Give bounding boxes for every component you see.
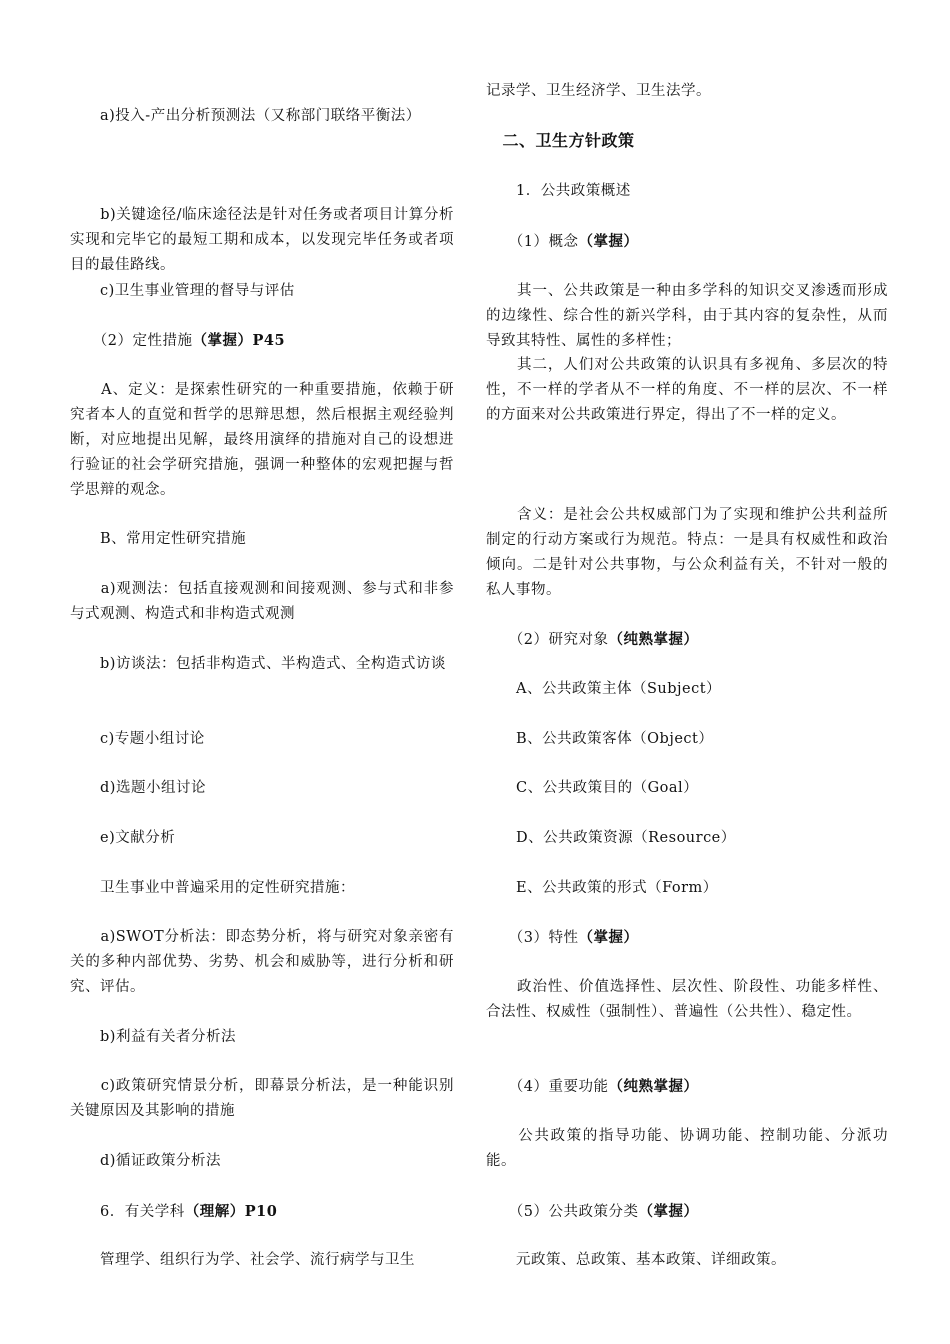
- paragraph-policy-resource: D、公共政策资源（Resource）: [486, 830, 736, 846]
- paragraph-concept-title: [486, 229, 888, 255]
- paragraph-characteristics-title: [486, 925, 888, 951]
- classification-label: （5）公共政策分类: [486, 1204, 639, 1220]
- related-disciplines-emphasis: （理解）P10: [184, 1203, 278, 1220]
- qualitative-methods-emphasis: （掌握）P45: [192, 332, 286, 349]
- paragraph-scenario-analysis: c)政策研究情景分析，即幕景分析法，是一种能识别关键原因及其影响的措施: [70, 1078, 454, 1119]
- paragraph-functions-list: 公共政策的指导功能、协调功能、控制功能、分派功能。: [486, 1128, 888, 1169]
- paragraph-topic-group: d)选题小组讨论: [70, 780, 206, 796]
- paragraph-policy-form: E、公共政策的形式（Form）: [486, 880, 718, 896]
- paragraph-input-output-method: a)投入-产出分析预测法（又称部门联络平衡法）: [70, 108, 421, 124]
- paragraph-meaning: 含义：是社会公共权威部门为了实现和维护公共利益所制定的行动方案或行为规范。特点：一是具有权威性和政治倾向。二是针对公共事物，与公众利益有关，不针对一般的私人事物。: [486, 507, 888, 598]
- paragraph-interview-method: b)访谈法：包括非构造式、半构造式、全构造式访谈: [70, 656, 446, 672]
- paragraph-stakeholder-analysis: b)利益有关者分析法: [70, 1029, 236, 1045]
- paragraph-related-disciplines-title: [70, 1199, 454, 1225]
- paragraph-policy-goal: C、公共政策目的（Goal）: [486, 780, 699, 796]
- paragraph-common-qualitative-methods: B、常用定性研究措施: [70, 531, 247, 547]
- paragraph-evidence-based-policy: d)循证政策分析法: [70, 1153, 221, 1169]
- paragraph-swot: a)SWOT分析法：即态势分析，将与研究对象亲密有关的多种内部优势、劣势、机会和威胁等，进行分析和研究、评估。: [70, 929, 454, 995]
- paragraph-policy-object: B、公共政策客体（Object）: [486, 731, 714, 747]
- paragraph-functions-title: [486, 1074, 888, 1100]
- research-object-emphasis: （纯熟掌握）: [608, 631, 699, 648]
- paragraph-second-point: 其二，人们对公共政策的认识具有多视角、多层次的特性，不一样的学者从不一样的角度、不一样的层次、不一样的方面来对公共政策进行界定，得出了不一样的定义。: [486, 357, 888, 423]
- paragraph-observation-method: a)观测法：包括直接观测和间接观测、参与式和非参与式观测、构造式和非构造式观测: [70, 581, 454, 622]
- functions-label: （4）重要功能: [486, 1079, 609, 1095]
- concept-label: （1）概念: [486, 234, 579, 250]
- characteristics-emphasis: （掌握）: [578, 929, 639, 946]
- paragraph-definition: A、定义：是探索性研究的一种重要措施，依赖于研究者本人的直觉和哲学的思辩思想，然后根据主观经验判断，对应地提出见解，最终用演绎的措施对自己的设想进行验证的社会学研究措施，强调一种整体的宏观把握与哲学思辩的观念。: [70, 382, 454, 498]
- paragraph-critical-path-method: b)关键途径/临床途径法是针对任务或者项目计算分析实现和完毕它的最短工期和成本，以发现完毕任务或者项目的最佳路线。: [70, 207, 454, 273]
- paragraph-focus-group: c)专题小组讨论: [70, 731, 205, 747]
- paragraph-policy-subject: A、公共政策主体（Subject）: [486, 681, 722, 697]
- paragraph-literature-analysis: e)文献分析: [70, 830, 176, 846]
- paragraph-classification-title: [486, 1199, 888, 1225]
- paragraph-common-methods-health: 卫生事业中普遍采用的定性研究措施：: [70, 880, 355, 896]
- characteristics-label: （3）特性: [486, 930, 579, 946]
- paragraph-first-point: 其一、公共政策是一种由多学科的知识交叉渗透而形成的边缘性、综合性的新兴学科，由于其内容的复杂性，从而导致其特性、属性的多样性；: [486, 283, 888, 349]
- paragraph-supervision-evaluation: c)卫生事业管理的督导与评估: [70, 283, 295, 299]
- section-heading-health-policy: 二、卫生方针政策: [486, 131, 635, 150]
- paragraph-public-policy-overview: 1．公共政策概述: [486, 183, 631, 199]
- paragraph-qualitative-methods-title: [70, 328, 454, 354]
- paragraph-classification-list: 元政策、总政策、基本政策、详细政策。: [486, 1252, 786, 1268]
- paragraph-characteristics-list: 政治性、价值选择性、层次性、阶段性、功能多样性、合法性、权威性（强制性）、普遍性（公共性）、稳定性。: [486, 979, 888, 1020]
- paragraph-disciplines-continued: 记录学、卫生经济学、卫生法学。: [486, 83, 711, 99]
- paragraph-research-object-title: [486, 627, 888, 653]
- related-disciplines-label: 6．有关学科: [70, 1204, 185, 1220]
- concept-emphasis: （掌握）: [578, 233, 639, 250]
- qualitative-methods-label: （2）定性措施: [70, 333, 193, 349]
- research-object-label: （2）研究对象: [486, 632, 609, 648]
- functions-emphasis: （纯熟掌握）: [608, 1078, 699, 1095]
- paragraph-related-disciplines-list: 管理学、组织行为学、社会学、流行病学与卫生: [70, 1252, 415, 1268]
- classification-emphasis: （掌握）: [638, 1203, 699, 1220]
